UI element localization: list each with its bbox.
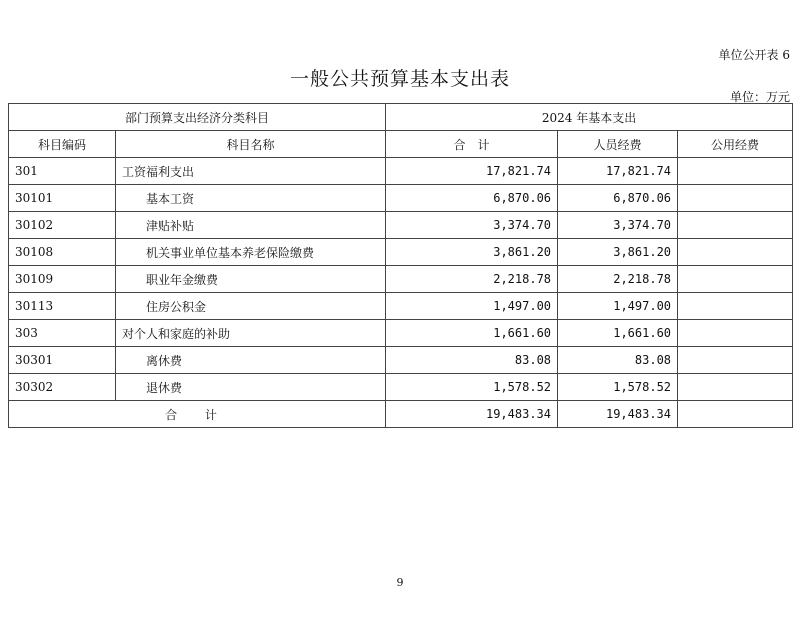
header-col-personnel: 人员经费 [558, 131, 678, 158]
row-total: 6,870.06 [386, 185, 558, 212]
header-group-right: 2024 年基本支出 [386, 104, 793, 131]
header-col-name: 科目名称 [116, 131, 386, 158]
row-total: 3,861.20 [386, 239, 558, 266]
total-amount: 19,483.34 [386, 401, 558, 428]
row-name: 职业年金缴费 [116, 266, 386, 293]
row-name: 工资福利支出 [116, 158, 386, 185]
row-public [678, 266, 793, 293]
row-name: 住房公积金 [116, 293, 386, 320]
row-personnel: 17,821.74 [558, 158, 678, 185]
row-code: 30301 [9, 347, 116, 374]
row-code: 30302 [9, 374, 116, 401]
unit-label: 单位：万元 [729, 90, 790, 104]
row-code: 301 [9, 158, 116, 185]
header-col-public: 公用经费 [678, 131, 793, 158]
row-personnel: 1,578.52 [558, 374, 678, 401]
row-total: 3,374.70 [386, 212, 558, 239]
total-personnel: 19,483.34 [558, 401, 678, 428]
row-public [678, 374, 793, 401]
row-code: 30109 [9, 266, 116, 293]
table-row [9, 185, 793, 212]
row-personnel: 6,870.06 [558, 185, 678, 212]
row-total: 83.08 [386, 347, 558, 374]
header-group-row [9, 104, 793, 131]
table-row [9, 293, 793, 320]
row-name: 基本工资 [116, 185, 386, 212]
row-public [678, 212, 793, 239]
total-row [9, 401, 793, 428]
row-total: 17,821.74 [386, 158, 558, 185]
total-label: 合 计 [9, 401, 386, 428]
table-row [9, 239, 793, 266]
row-name: 对个人和家庭的补助 [116, 320, 386, 347]
form-code: 单位公开表 6 [718, 48, 790, 62]
row-public [678, 347, 793, 374]
row-public [678, 185, 793, 212]
row-personnel: 1,661.60 [558, 320, 678, 347]
page-title: 一般公共预算基本支出表 [289, 68, 510, 90]
row-total: 2,218.78 [386, 266, 558, 293]
row-total: 1,578.52 [386, 374, 558, 401]
table-row [9, 347, 793, 374]
table-row [9, 374, 793, 401]
table-row [9, 158, 793, 185]
header-columns-row [9, 131, 793, 158]
row-code: 30102 [9, 212, 116, 239]
row-name: 退休费 [116, 374, 386, 401]
table-row [9, 266, 793, 293]
row-public [678, 239, 793, 266]
row-personnel: 83.08 [558, 347, 678, 374]
row-name: 离休费 [116, 347, 386, 374]
row-personnel: 3,861.20 [558, 239, 678, 266]
row-public [678, 293, 793, 320]
row-name: 机关事业单位基本养老保险缴费 [116, 239, 386, 266]
budget-table [8, 103, 793, 428]
header-col-code: 科目编码 [9, 131, 116, 158]
row-total: 1,661.60 [386, 320, 558, 347]
row-code: 303 [9, 320, 116, 347]
page-number: 9 [396, 576, 404, 589]
row-name: 津贴补贴 [116, 212, 386, 239]
row-code: 30113 [9, 293, 116, 320]
table-row [9, 320, 793, 347]
row-code: 30108 [9, 239, 116, 266]
table-row [9, 212, 793, 239]
row-total: 1,497.00 [386, 293, 558, 320]
row-personnel: 3,374.70 [558, 212, 678, 239]
row-public [678, 320, 793, 347]
total-public [678, 401, 793, 428]
header-col-total: 合 计 [386, 131, 558, 158]
row-personnel: 1,497.00 [558, 293, 678, 320]
row-code: 30101 [9, 185, 116, 212]
row-public [678, 158, 793, 185]
row-personnel: 2,218.78 [558, 266, 678, 293]
header-group-left: 部门预算支出经济分类科目 [9, 104, 386, 131]
